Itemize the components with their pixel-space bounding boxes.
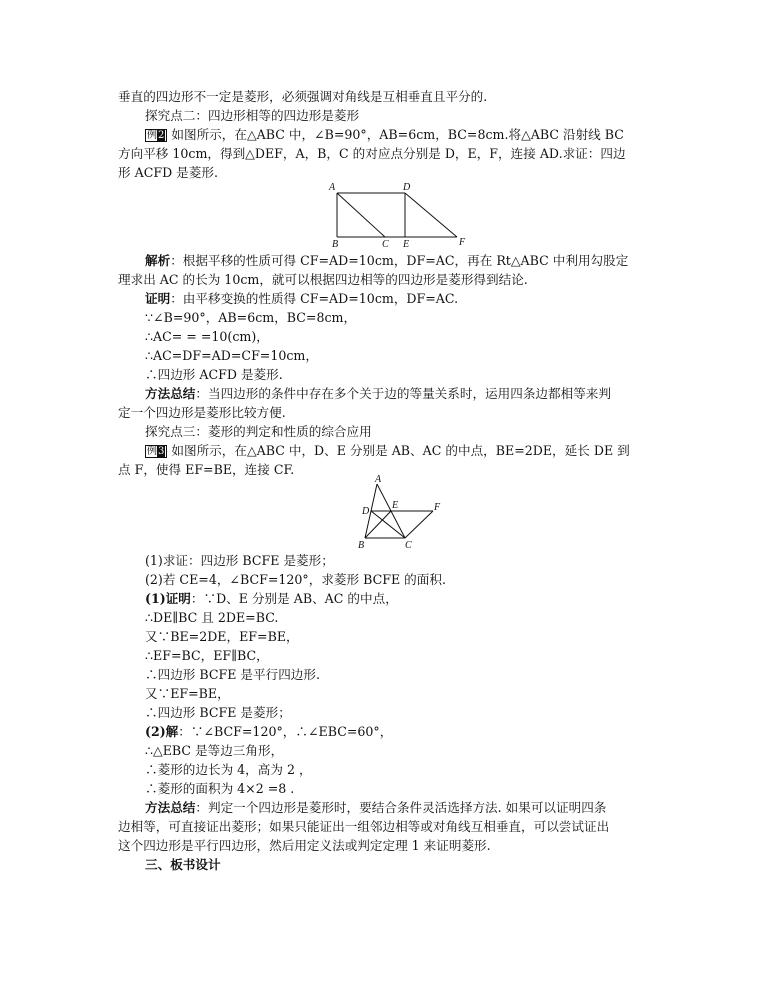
text-line: ∴四边形 BCFE 是平行四边形. [145, 667, 321, 682]
label-C: C [382, 239, 389, 247]
label-F: F [434, 502, 441, 513]
question-2: (2)若 CE=4，∠BCF=120°，求菱形 BCFE 的面积. [145, 572, 446, 587]
label-E: E [403, 239, 410, 247]
text-line: 这个四边形是平行四边形，然后用定义法或判定定理 1 来证明菱形. [118, 838, 491, 853]
text-line: ∴菱形的边长为 4，高为 2 ， [145, 762, 312, 777]
section-heading: 探究点三：菱形的判定和性质的综合应用 [145, 424, 372, 439]
label-D: D [403, 182, 411, 193]
label-A: A [329, 182, 336, 193]
label-B: B [332, 239, 339, 247]
section-heading: 探究点二：四边形相等的四边形是菱形 [145, 108, 360, 123]
proof-line: 证明：由平移变换的性质得 CF=AD=10cm，DF=AC. [145, 291, 459, 306]
label-C: C [405, 540, 412, 551]
example-tag: 例3 [145, 445, 167, 458]
figure-translation-diagram [325, 181, 475, 247]
text-line: ∴四边形 BCFE 是菱形； [145, 705, 291, 720]
text-line: ∴AC= = =10(cm)， [145, 329, 269, 344]
label-B: B [358, 540, 365, 551]
label-D: D [362, 506, 370, 517]
section-heading: 三、板书设计 [145, 857, 221, 872]
method-summary-line: 方法总结：当四边形的条件中存在多个关于边的等量关系时，运用四条边都相等来判 [145, 386, 611, 401]
text-line: 理求出 AC 的长为 10cm，就可以根据四边相等的四边形是菱形得到结论. [118, 272, 528, 287]
text-line: ∵∠B=90°，AB=6cm，BC=8cm， [145, 310, 357, 325]
text-line: 定一个四边形是菱形比较方便. [118, 405, 286, 420]
text-line: ∴EF=BC，EF∥BC， [145, 648, 269, 663]
label-F: F [459, 237, 466, 247]
figure-rhombus-diagram [355, 474, 445, 552]
text-line: ∴菱形的面积为 4×2 =8 . [145, 781, 295, 796]
example-2-line: 例2 如图所示，在△ABC 中，∠B=90°，AB=6cm，BC=8cm.将△ABC 沿射线 BC [147, 127, 624, 142]
label-E: E [392, 500, 399, 511]
proof-line: (1)证明：∵D、E 分别是 AB、AC 的中点， [145, 591, 398, 606]
text-line: 又∵EF=BE， [145, 686, 230, 701]
method-summary-line: 方法总结：判定一个四边形是菱形时，要结合条件灵活选择方法. 如果可以证明四条 [145, 800, 607, 815]
solution-line: (2)解：∵∠BCF=120°，∴∠EBC=60°， [145, 724, 393, 739]
analysis-line: 解析：根据平移的性质可得 CF=AD=10cm，DF=AC，再在 Rt△ABC 中利用勾股定 [145, 253, 629, 268]
text-line: ∴AC=DF=AD=CF=10cm， [145, 348, 318, 363]
text-line: ∴四边形 ACFD 是菱形. [145, 367, 283, 382]
example-3-line: 例3 如图所示，在△ABC 中，D、E 分别是 AB、AC 的中点，BE=2DE，延长 DE 到 [147, 443, 630, 458]
text-line: ∴△EBC 是等边三角形， [145, 743, 284, 758]
text-line: 又∵BE=2DE，EF=BE， [145, 629, 299, 644]
text-line: 垂直的四边形不一定是菱形，必须强调对角线是互相垂直且平分的. [118, 89, 488, 104]
text-line: ∴DE∥BC 且 2DE=BC. [145, 610, 279, 625]
text-line: 形 ACFD 是菱形. [118, 165, 218, 180]
label-A: A [375, 474, 382, 485]
text-line: 点 F，使得 EF=BE，连接 CF. [118, 462, 295, 477]
question-1: (1)求证：四边形 BCFE 是菱形； [145, 553, 334, 568]
example-tag: 例2 [145, 129, 167, 142]
text-line: 方向平移 10cm，得到△DEF，A，B，C 的对应点分别是 D，E，F，连接 AD.求证：四边 [118, 146, 626, 161]
text-line: 边相等，可直接证出菱形；如果只能证出一组邻边相等或对角线互相垂直，可以尝试证出 [118, 819, 610, 834]
